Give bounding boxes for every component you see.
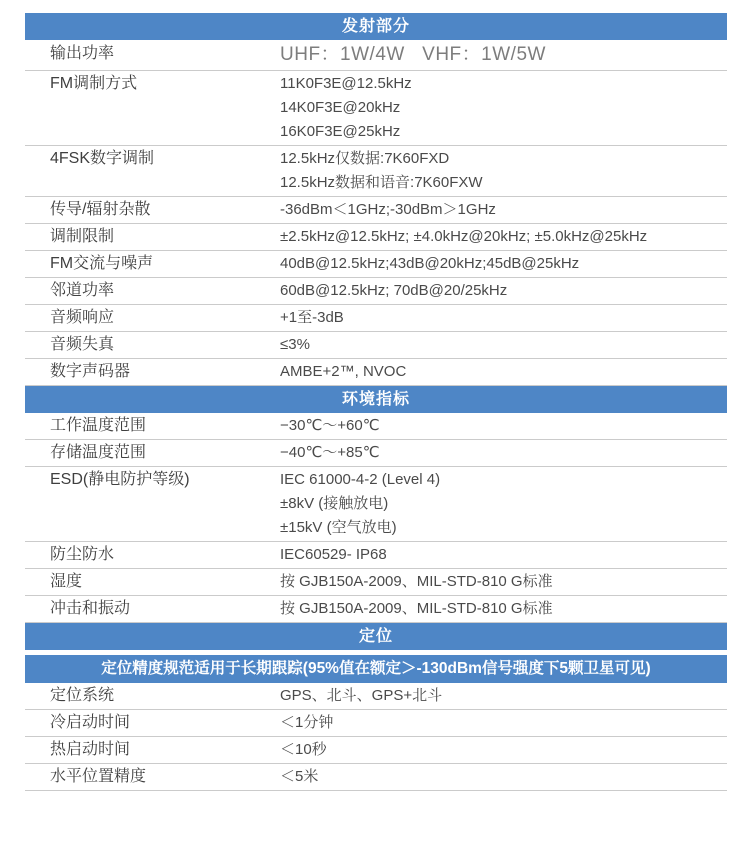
spec-label: 定位系统 bbox=[50, 687, 115, 704]
spec-label: FM交流与噪声 bbox=[50, 255, 154, 272]
spec-value bbox=[280, 414, 727, 438]
spec-value-line: −40℃～+85℃ bbox=[280, 444, 380, 461]
spec-value-line: -36dBm＜1GHz;-30dBm＞1GHz bbox=[280, 201, 496, 218]
spec-value-line: GPS、北斗、GPS+北斗 bbox=[280, 687, 443, 704]
spec-row bbox=[25, 278, 727, 305]
section-environment bbox=[25, 386, 727, 623]
spec-label: 工作温度范围 bbox=[50, 417, 147, 434]
spec-row bbox=[25, 359, 727, 386]
spec-value-line: ＜5米 bbox=[280, 768, 319, 785]
spec-value bbox=[280, 42, 727, 68]
spec-value bbox=[280, 597, 727, 621]
spec-value-line: ±2.5kHz@12.5kHz; ±4.0kHz@20kHz; ±5.0kHz@25kHz bbox=[280, 228, 648, 245]
spec-value-line: 11K0F3E@12.5kHz bbox=[280, 75, 412, 92]
spec-value bbox=[280, 711, 727, 735]
spec-label: 数字声码器 bbox=[50, 363, 131, 380]
spec-value-line: −30℃～+60℃ bbox=[280, 417, 380, 434]
spec-row bbox=[25, 683, 727, 710]
spec-value bbox=[280, 543, 727, 567]
spec-row bbox=[25, 569, 727, 596]
transmit-rows bbox=[25, 40, 727, 386]
spec-value-line: ＜1分钟 bbox=[280, 714, 334, 731]
spec-label: 水平位置精度 bbox=[50, 768, 147, 785]
spec-value-line: 按 GJB150A-2009、MIL-STD-810 G标准 bbox=[280, 600, 553, 617]
spec-label: 冲击和振动 bbox=[50, 600, 131, 617]
section-transmit bbox=[25, 13, 727, 386]
spec-row bbox=[25, 542, 727, 569]
spec-label: 4FSK数字调制 bbox=[50, 150, 155, 167]
spec-value-line: IEC60529- IP68 bbox=[280, 546, 387, 563]
spec-row bbox=[25, 224, 727, 251]
spec-value-line: ±8kV (接触放电) bbox=[280, 495, 389, 512]
spec-label: 存储温度范围 bbox=[50, 444, 147, 461]
spec-label: 调制限制 bbox=[50, 228, 115, 245]
environment-rows bbox=[25, 413, 727, 623]
spec-value-line: 40dB@12.5kHz;43dB@20kHz;45dB@25kHz bbox=[280, 255, 580, 272]
spec-label: 热启动时间 bbox=[50, 741, 131, 758]
spec-value-line: ＜10秒 bbox=[280, 741, 327, 758]
spec-value bbox=[280, 441, 727, 465]
spec-row bbox=[25, 40, 727, 71]
spec-value-line: 16K0F3E@25kHz bbox=[280, 123, 401, 140]
section-header-transmit: 发射部分 bbox=[25, 13, 727, 40]
spec-row bbox=[25, 467, 727, 542]
spec-row bbox=[25, 197, 727, 224]
spec-label: 传导/辐射杂散 bbox=[50, 201, 151, 218]
spec-value bbox=[280, 252, 727, 276]
spec-value-line: 60dB@12.5kHz; 70dB@20/25kHz bbox=[280, 282, 508, 299]
spec-label: 输出功率 bbox=[50, 45, 115, 62]
spec-value-line: 14K0F3E@20kHz bbox=[280, 99, 401, 116]
spec-value bbox=[280, 306, 727, 330]
spec-value bbox=[280, 738, 727, 762]
spec-value-line: ≤3% bbox=[280, 336, 310, 353]
spec-value bbox=[280, 468, 727, 540]
spec-value bbox=[280, 72, 727, 144]
positioning-accuracy-note: 定位精度规范适用于长期跟踪(95%值在额定＞-130dBm信号强度下5颗卫星可见) bbox=[25, 655, 727, 683]
section-positioning bbox=[25, 623, 727, 791]
spec-value bbox=[280, 147, 727, 195]
spec-value bbox=[280, 570, 727, 594]
spec-row bbox=[25, 251, 727, 278]
spec-label: FM调制方式 bbox=[50, 75, 138, 92]
spec-value bbox=[280, 684, 727, 708]
spec-label: 湿度 bbox=[50, 573, 83, 590]
spec-value bbox=[280, 279, 727, 303]
section-header-positioning: 定位 bbox=[25, 623, 727, 650]
spec-row bbox=[25, 596, 727, 623]
spec-row bbox=[25, 332, 727, 359]
spec-row bbox=[25, 305, 727, 332]
spec-value-line: ±15kV (空气放电) bbox=[280, 519, 397, 536]
spec-value-line: +1至-3dB bbox=[280, 309, 344, 326]
spec-value bbox=[280, 360, 727, 384]
spec-label: 邻道功率 bbox=[50, 282, 115, 299]
spec-row bbox=[25, 440, 727, 467]
spec-row bbox=[25, 413, 727, 440]
spec-value bbox=[280, 225, 727, 249]
spec-value-line: IEC 61000-4-2 (Level 4) bbox=[280, 471, 441, 488]
spec-value-line: 按 GJB150A-2009、MIL-STD-810 G标准 bbox=[280, 573, 553, 590]
spec-row bbox=[25, 71, 727, 146]
spec-row bbox=[25, 146, 727, 197]
spec-label: 冷启动时间 bbox=[50, 714, 131, 731]
spec-label: 音频响应 bbox=[50, 309, 115, 326]
spec-value bbox=[280, 333, 727, 357]
spec-label: ESD(静电防护等级) bbox=[50, 471, 190, 488]
spec-row bbox=[25, 737, 727, 764]
spec-label: 防尘防水 bbox=[50, 546, 115, 563]
spec-row bbox=[25, 710, 727, 737]
spec-label: 音频失真 bbox=[50, 336, 115, 353]
section-header-environment: 环境指标 bbox=[25, 386, 727, 413]
spec-value-line: 12.5kHz数据和语音:7K60FXW bbox=[280, 174, 483, 191]
spec-row bbox=[25, 764, 727, 791]
spec-value bbox=[280, 198, 727, 222]
spec-value-line: AMBE+2™, NVOC bbox=[280, 363, 407, 380]
spec-value-line: 12.5kHz仅数据:7K60FXD bbox=[280, 150, 450, 167]
spec-value-line: UHF：1W/4W VHF：1W/5W bbox=[280, 44, 546, 65]
positioning-rows bbox=[25, 683, 727, 791]
spec-value bbox=[280, 765, 727, 789]
